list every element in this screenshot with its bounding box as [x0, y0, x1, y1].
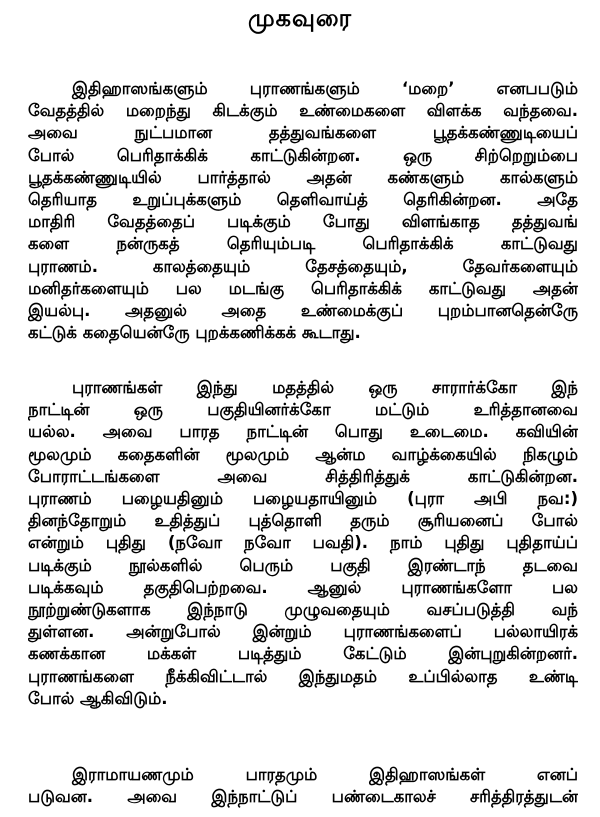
text-line: தெரியாத உறுப்புக்களும் தெளிவாய்த் தெரிகின்றன. அதே	[28, 190, 578, 210]
text-line: போராட்டங்களை அவை சித்திரித்துக் காட்டுகின்றன.	[28, 466, 578, 486]
text-line: மாதிரி வேதத்தைப் படிக்கும் போது விளங்காத தத்துவங்	[28, 212, 578, 232]
text-line: புராணங்களை நீக்கிவிட்டால் இந்துமதம் உப்பில்லாத உண்டி	[28, 666, 578, 686]
text-line: படிக்கவும் தகுதிபெற்றவை. ஆனுல் புராணங்களோ பல	[28, 577, 578, 597]
text-line: கட்டுக் கதையென்ருே புறக்கணிக்கக் கூடாது.	[28, 323, 361, 343]
text-line: புராணங்கள் இந்து மதத்தில் ஒரு சாரார்க்கோ இந்	[72, 378, 578, 397]
text-line: நாட்டின் ஒரு பகுதியினர்க்கோ மட்டும் உரித்தானவை	[28, 400, 578, 420]
text-line: பூதக்கண்ணுடியில் பார்த்தால் அதன் கண்களும் கால்களும்	[28, 167, 578, 187]
paragraph-1	[28, 78, 578, 344]
text-line: படிக்கும் நூல்களில் பெரும் பகுதி இரண்டாந் தடவை	[28, 555, 578, 575]
page-title: முகவுரை	[247, 4, 353, 32]
paragraph-2	[28, 377, 578, 710]
text-line: இதிஹாஸங்களும் புராணங்களும் ‘மறை’ எனபபடும்	[72, 79, 578, 98]
text-line: படுவன. அவை இந்நாட்டுப் பண்டைகாலச் சரித்திரத்துடன்	[28, 787, 578, 807]
text-line: வேதத்தில் மறைந்து கிடக்கும் உண்மைகளை விளக்க வந்தவை.	[28, 101, 578, 121]
text-line: களை நன்ருகத் தெரியும்படி பெரிதாக்கிக் காட்டுவது	[28, 234, 578, 254]
text-line: இராமாயணமும் பாரதமும் இதிஹாஸங்கள் எனப்	[72, 765, 578, 784]
text-line: என்றும் புதிது (நவோ நவோ பவதி). நாம் புதிது புதிதாய்ப்	[28, 533, 578, 553]
paragraph-3	[28, 764, 578, 808]
text-line: துள்ளன. அன்றுபோல் இன்றும் புராணங்களைப் பல்லாயிரக்	[28, 622, 578, 642]
text-line: போல் பெரிதாக்கிக் காட்டுகின்றன. ஒரு சிற்றெறும்பை	[28, 145, 578, 165]
text-line: மூலமும் கதைகளின் மூலமும் ஆன்ம வாழ்க்கையில் நிகழும்	[28, 444, 578, 464]
text-line: மனிதர்களையும் பல மடங்கு பெரிதாக்கிக் காட்டுவது அதன்	[28, 278, 578, 298]
text-line: புராணம் பழையதினும் பழையதாயினும் (புரா அபி நவ:)	[28, 489, 578, 509]
text-line: இயல்பு. அதனுல் அதை உண்மைக்குப் புறம்பானதென்ருே	[28, 301, 578, 321]
text-line: கணக்கான மக்கள் படித்தும் கேட்டும் இன்புறுகின்றனர்.	[28, 644, 578, 664]
text-line: புராணம். காலத்தையும் தேசத்தையும், தேவர்களையும்	[28, 256, 578, 276]
text-line: தினந்தோறும் உதித்துப் புத்தொளி தரும் சூரியனைப் போல்	[28, 511, 578, 531]
text-line: அவை நுட்பமான தத்துவங்களை பூதக்கண்ணுடியைப்	[28, 123, 578, 143]
text-line: யல்ல. அவை பாரத நாட்டின் பொது உடைமை. கவியின்	[28, 422, 578, 442]
text-line: போல் ஆகிவிடும்.	[28, 688, 168, 708]
text-line: நூற்றுண்டுகளாக இந்நாடு முழுவதையும் வசப்படுத்தி வந்	[28, 600, 578, 620]
